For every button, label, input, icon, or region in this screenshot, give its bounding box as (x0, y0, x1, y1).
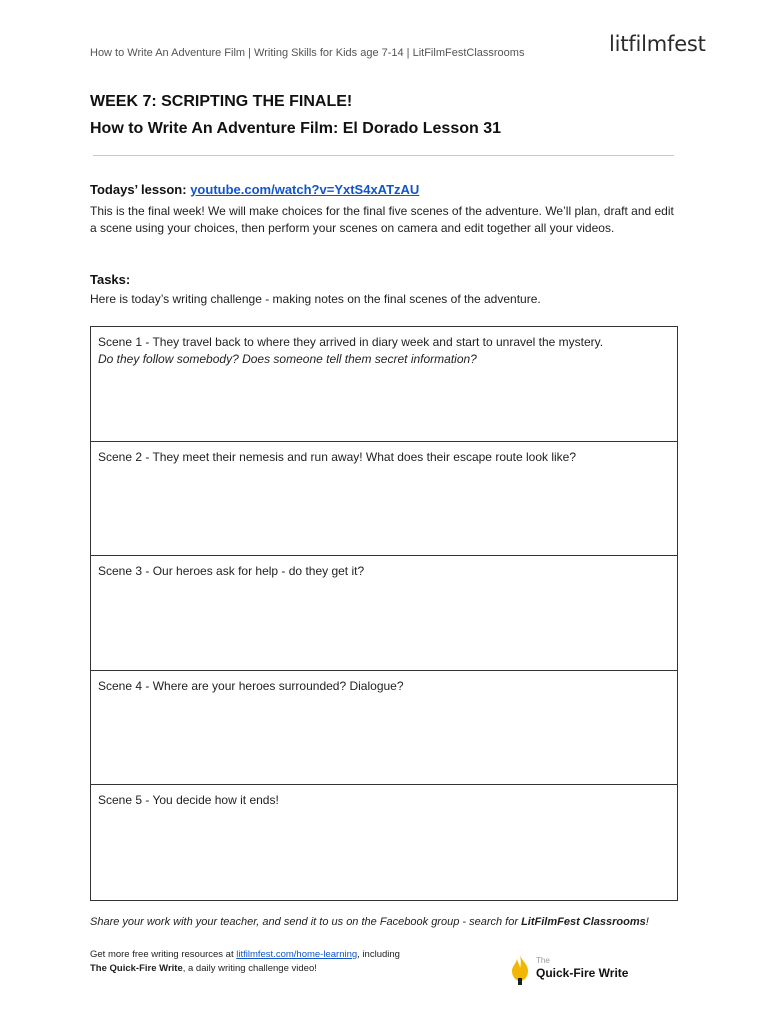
scene-prompt: Scene 4 - Where are your heroes surrounded? Dialogue? (98, 678, 404, 693)
lesson-intro: This is the final week! We will make choices for the final five scenes of the adventure. We’ll plan, draft and edit a scene using your choices, then perform your scenes on camera and edit together all your videos. (90, 204, 674, 235)
qfw-logo-the: The (536, 956, 550, 965)
scene-prompt: Scene 2 - They meet their nemesis and run away! What does their escape route look like? (98, 449, 577, 464)
week-title: WEEK 7: SCRIPTING THE FINALE! (90, 93, 353, 110)
divider (93, 155, 674, 156)
footer-resources (90, 948, 400, 976)
scene-cell-5[interactable] (91, 785, 677, 900)
flame-icon (507, 954, 533, 986)
home-learning-link[interactable]: litfilmfest.com/home-learning (236, 949, 358, 960)
scene-notes-table (90, 326, 678, 901)
qfw-description: , a daily writing challenge video! (182, 963, 317, 974)
scene-prompt: Scene 3 - Our heroes ask for help - do they get it? (98, 564, 365, 579)
footer-prefix: Get more free writing resources at (90, 949, 237, 960)
scene-cell-1[interactable] (91, 327, 677, 442)
scene-cell-2[interactable] (91, 442, 677, 557)
footer-suffix: , including (357, 949, 400, 960)
qfw-logo-name: Quick-Fire Write (536, 966, 629, 980)
scene-prompt: Scene 5 - You decide how it ends! (98, 793, 279, 808)
scene-prompt: Scene 1 - They travel back to where they arrived in diary week and start to unravel the mystery. (98, 335, 604, 349)
quick-fire-write-logo (507, 953, 647, 987)
group-name: LitFilmFest Classrooms (521, 916, 646, 928)
scene-cell-4[interactable] (91, 671, 677, 786)
scene-hint: Do they follow somebody? Does someone tell them secret information? (98, 352, 477, 366)
tasks-description: Here is today’s writing challenge - making notes on the final scenes of the adventure. (90, 292, 541, 306)
qfw-name-bold: The Quick-Fire Write (90, 963, 183, 974)
lesson-video-link[interactable]: youtube.com/watch?v=YxtS4xATzAU (190, 182, 420, 197)
litfilmfest-logo: litfilmfest (609, 32, 706, 56)
lesson-title: How to Write An Adventure Film: El Dorado Lesson 31 (90, 120, 502, 137)
share-end: ! (645, 916, 649, 928)
share-instructions (90, 916, 649, 928)
tasks-heading: Tasks: (90, 272, 131, 287)
todays-lesson (90, 182, 419, 197)
share-text: Share your work with your teacher, and send it to us on the Facebook group - search for (90, 916, 522, 928)
todays-lesson-label: Todays’ lesson: (90, 182, 187, 197)
page-header-text: How to Write An Adventure Film | Writing Skills for Kids age 7-14 | LitFilmFestClassrooms (90, 47, 525, 59)
scene-cell-3[interactable] (91, 556, 677, 671)
